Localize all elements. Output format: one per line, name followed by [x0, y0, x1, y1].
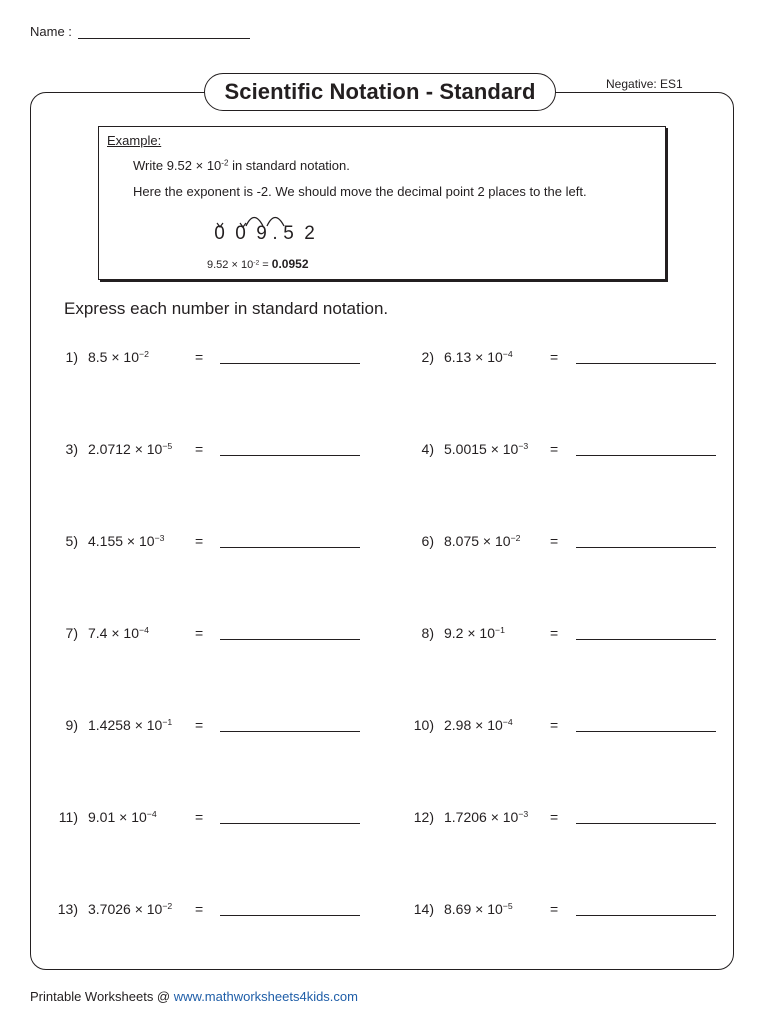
problem-expression — [444, 349, 513, 365]
problem-item — [36, 901, 366, 921]
example-line-1 — [133, 158, 350, 173]
equals-sign: = — [550, 349, 559, 365]
problem-exponent: −3 — [154, 533, 165, 544]
problem-item — [36, 717, 366, 737]
problem-item — [392, 349, 722, 369]
problem-item — [36, 809, 366, 829]
problem-exponent: −4 — [139, 625, 149, 636]
equals-sign: = — [550, 533, 559, 549]
example-digit: 0 — [235, 223, 246, 244]
problem-item — [36, 533, 366, 553]
example-digit: 0 — [214, 223, 225, 244]
answer-blank[interactable] — [576, 809, 716, 824]
problem-exponent: −4 — [146, 809, 157, 820]
example-digit: 2 — [304, 223, 315, 244]
problem-item — [36, 441, 366, 461]
equals-sign: = — [195, 809, 204, 825]
problem-item — [392, 625, 722, 645]
answer-blank[interactable] — [220, 533, 360, 548]
example-digit: 5 — [283, 223, 294, 244]
problem-mantissa: 8.075 × 10 — [444, 533, 511, 549]
problem-mantissa: 8.5 × 10 — [88, 349, 139, 365]
problem-mantissa: 7.4 × 10 — [88, 625, 139, 641]
problem-number: 5) — [65, 533, 78, 549]
problem-number: 6) — [421, 533, 434, 549]
problem-expression — [88, 717, 172, 733]
problem-mantissa: 5.0015 × 10 — [444, 441, 519, 457]
problem-exponent: −4 — [502, 349, 513, 360]
problem-exponent: −5 — [502, 901, 513, 912]
equals-sign: = — [550, 717, 559, 733]
name-label: Name : — [30, 24, 72, 39]
problem-number: 4) — [421, 441, 434, 457]
footer — [30, 989, 358, 1004]
example-result — [207, 257, 309, 271]
problem-mantissa: 1.7206 × 10 — [444, 809, 519, 825]
example-line-1-suffix: in standard notation. — [228, 158, 350, 173]
answer-blank[interactable] — [576, 625, 716, 640]
problem-expression — [444, 901, 513, 917]
problem-mantissa: 3.7026 × 10 — [88, 901, 163, 917]
problem-mantissa: 9.2 × 10 — [444, 625, 495, 641]
problem-mantissa: 8.69 × 10 — [444, 901, 503, 917]
problem-item — [392, 533, 722, 553]
equals-sign: = — [195, 717, 204, 733]
problem-exponent: −3 — [518, 809, 529, 820]
equals-sign: = — [195, 441, 204, 457]
answer-blank[interactable] — [220, 441, 360, 456]
instructions: Express each number in standard notation. — [64, 299, 389, 318]
problem-number: 2) — [421, 349, 434, 365]
example-decimal: . — [272, 223, 278, 244]
answer-blank[interactable] — [220, 901, 360, 916]
problem-mantissa: 1.4258 × 10 — [88, 717, 163, 733]
example-result-value: 0.0952 — [271, 257, 309, 271]
problem-mantissa: 2.0712 × 10 — [88, 441, 163, 457]
problem-item — [392, 717, 722, 737]
equals-sign: = — [195, 901, 204, 917]
problem-mantissa: 6.13 × 10 — [444, 349, 503, 365]
example-digits — [209, 223, 320, 245]
problem-number: 11) — [58, 809, 78, 825]
problem-exponent: −1 — [495, 625, 505, 636]
answer-blank[interactable] — [220, 717, 360, 732]
example-box — [98, 126, 666, 280]
problem-expression — [88, 441, 172, 457]
problem-exponent: −2 — [162, 901, 173, 912]
worksheet-title: Scientific Notation - Standard — [204, 73, 556, 111]
problem-expression — [444, 717, 513, 733]
worksheet-code: Negative: ES1 — [606, 77, 683, 91]
problem-exponent: −4 — [502, 717, 513, 728]
equals-sign: = — [550, 809, 559, 825]
problem-exponent: −2 — [139, 349, 149, 360]
example-result-exponent: -2 — [253, 259, 260, 267]
answer-blank[interactable] — [220, 349, 360, 364]
problem-mantissa: 2.98 × 10 — [444, 717, 503, 733]
problem-expression — [88, 901, 172, 917]
problem-exponent: −3 — [518, 441, 529, 452]
problem-number: 7) — [65, 625, 78, 641]
example-result-equals: = — [259, 259, 272, 271]
equals-sign: = — [195, 349, 204, 365]
problem-number: 1) — [65, 349, 78, 365]
problem-exponent: −2 — [510, 533, 521, 544]
problem-number: 14) — [413, 901, 434, 917]
problem-mantissa: 9.01 × 10 — [88, 809, 147, 825]
problem-expression — [88, 625, 149, 641]
problem-item — [392, 809, 722, 829]
equals-sign: = — [195, 533, 204, 549]
problem-number: 3) — [65, 441, 78, 457]
problem-expression — [88, 809, 157, 825]
example-result-prefix: 9.52 × 10 — [207, 259, 254, 271]
answer-blank[interactable] — [220, 625, 360, 640]
problem-item — [36, 625, 366, 645]
equals-sign: = — [550, 625, 559, 641]
problem-exponent: −5 — [162, 441, 173, 452]
problem-number: 13) — [57, 901, 78, 917]
name-blank[interactable] — [78, 22, 250, 39]
problem-expression — [444, 533, 520, 549]
footer-url-link[interactable]: www.mathworksheets4kids.com — [173, 989, 358, 1004]
answer-blank[interactable] — [220, 809, 360, 824]
problem-mantissa: 4.155 × 10 — [88, 533, 155, 549]
equals-sign: = — [550, 441, 559, 457]
answer-blank[interactable] — [576, 901, 716, 916]
problem-item — [392, 441, 722, 461]
example-line-2: Here the exponent is -2. We should move the decimal point 2 places to the left. — [133, 184, 587, 199]
name-row — [30, 22, 250, 39]
example-line-1-exponent: -2 — [221, 158, 229, 168]
problem-number: 10) — [413, 717, 434, 733]
problem-expression — [88, 533, 164, 549]
example-digit: 9 — [256, 223, 267, 244]
problem-item — [36, 349, 366, 369]
equals-sign: = — [550, 901, 559, 917]
problem-number: 8) — [421, 625, 434, 641]
example-label: Example: — [107, 133, 162, 148]
example-line-1-prefix: Write 9.52 × 10 — [133, 158, 222, 173]
answer-blank[interactable] — [576, 533, 716, 548]
answer-blank[interactable] — [576, 349, 716, 364]
answer-blank[interactable] — [576, 717, 716, 732]
problem-number: 12) — [413, 809, 434, 825]
problem-exponent: −1 — [162, 717, 173, 728]
problem-expression — [444, 441, 528, 457]
problem-number: 9) — [65, 717, 78, 733]
problem-item — [392, 901, 722, 921]
footer-prefix: Printable Worksheets @ — [30, 989, 174, 1004]
problem-expression — [88, 349, 149, 365]
equals-sign: = — [195, 625, 204, 641]
problem-expression — [444, 625, 505, 641]
problem-expression — [444, 809, 528, 825]
answer-blank[interactable] — [576, 441, 716, 456]
